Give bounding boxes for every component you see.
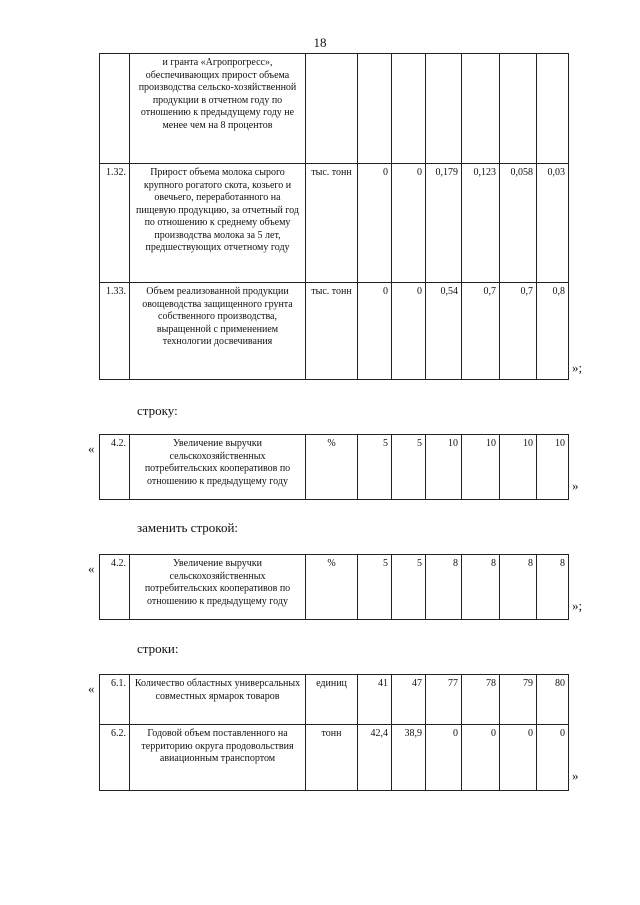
- row-number: [100, 54, 130, 164]
- value-cell: 0,179: [426, 164, 462, 283]
- table-row: [100, 435, 569, 500]
- section-label-stroku: строку:: [137, 403, 178, 418]
- value-cell: 41: [358, 675, 392, 725]
- value-cell: 80: [537, 675, 569, 725]
- value-cell: 0,7: [500, 283, 537, 380]
- value-cell: [392, 54, 426, 164]
- value-cell: 10: [537, 435, 569, 500]
- row-number: 1.33.: [100, 283, 130, 380]
- table-row: [100, 283, 569, 380]
- indicator-name: Увеличение выручки сельскохозяйственных потребительских кооперативов по отношению к предыдущему году: [130, 555, 306, 620]
- value-cell: 8: [462, 555, 500, 620]
- value-cell: 0: [392, 283, 426, 380]
- row-number: 6.1.: [100, 675, 130, 725]
- indicator-name: и гранта «Агропрогресс», обеспечивающих прирост объема производства сельско-хозяйственной продукции в отчетном году по отношению к предыдущему году не менее чем на 8 процентов: [130, 54, 306, 164]
- unit-cell: тыс. тонн: [306, 283, 358, 380]
- row-number: 6.2.: [100, 725, 130, 791]
- value-cell: 0: [500, 725, 537, 791]
- indicators-table-3: [99, 554, 569, 620]
- value-cell: 0,7: [462, 283, 500, 380]
- row-number: 4.2.: [100, 555, 130, 620]
- value-cell: 0,54: [426, 283, 462, 380]
- indicator-name: Объем реализованной продукции овощеводства защищенного грунта собственного производства, выращенной с применением технологии досвечивания: [130, 283, 306, 380]
- value-cell: 38,9: [392, 725, 426, 791]
- indicators-table-4: [99, 674, 569, 791]
- value-cell: 0: [358, 164, 392, 283]
- value-cell: 47: [392, 675, 426, 725]
- indicator-name: Количество областных универсальных совместных ярмарок товаров: [130, 675, 306, 725]
- value-cell: 5: [392, 435, 426, 500]
- value-cell: 5: [358, 555, 392, 620]
- value-cell: 10: [426, 435, 462, 500]
- table-row: [100, 555, 569, 620]
- table-row: [100, 675, 569, 725]
- value-cell: 5: [392, 555, 426, 620]
- value-cell: [462, 54, 500, 164]
- table-row: [100, 54, 569, 164]
- unit-cell: тыс. тонн: [306, 164, 358, 283]
- value-cell: 0: [392, 164, 426, 283]
- indicators-table-1: [99, 53, 569, 380]
- unit-cell: %: [306, 555, 358, 620]
- value-cell: 10: [500, 435, 537, 500]
- indicators-table-2: [99, 434, 569, 500]
- closing-quote: »: [572, 768, 579, 783]
- value-cell: 8: [426, 555, 462, 620]
- row-number: 4.2.: [100, 435, 130, 500]
- closing-quote: »;: [572, 598, 583, 613]
- section-label-zamenit: заменить строкой:: [137, 520, 239, 535]
- closing-quote: »: [572, 478, 579, 493]
- value-cell: 0: [358, 283, 392, 380]
- value-cell: 0,123: [462, 164, 500, 283]
- value-cell: 0: [462, 725, 500, 791]
- indicator-name: Годовой объем поставленного на территорию округа продовольствия авиационным транспортом: [130, 725, 306, 791]
- unit-cell: [306, 54, 358, 164]
- value-cell: 0,058: [500, 164, 537, 283]
- value-cell: 77: [426, 675, 462, 725]
- value-cell: 8: [500, 555, 537, 620]
- value-cell: [358, 54, 392, 164]
- table-row: [100, 164, 569, 283]
- page-number: 18: [313, 35, 327, 50]
- indicator-name: Прирост объема молока сырого крупного рогатого скота, козьего и овечьего, переработанного на пищевую продукцию, за отчетный год по отношению к среднему объему производства молока за 5 лет, предшествующих отчетному году: [130, 164, 306, 283]
- value-cell: [426, 54, 462, 164]
- value-cell: 5: [358, 435, 392, 500]
- section-label-stroki: строки:: [137, 641, 179, 656]
- value-cell: 79: [500, 675, 537, 725]
- value-cell: 0,03: [537, 164, 569, 283]
- value-cell: 8: [537, 555, 569, 620]
- value-cell: 78: [462, 675, 500, 725]
- closing-quote: »;: [572, 360, 583, 375]
- table-row: [100, 725, 569, 791]
- opening-quote: «: [88, 441, 95, 456]
- unit-cell: единиц: [306, 675, 358, 725]
- value-cell: 42,4: [358, 725, 392, 791]
- value-cell: 10: [462, 435, 500, 500]
- unit-cell: %: [306, 435, 358, 500]
- unit-cell: тонн: [306, 725, 358, 791]
- opening-quote: «: [88, 561, 95, 576]
- row-number: 1.32.: [100, 164, 130, 283]
- value-cell: [500, 54, 537, 164]
- opening-quote: «: [88, 681, 95, 696]
- value-cell: [537, 54, 569, 164]
- indicator-name: Увеличение выручки сельскохозяйственных потребительских кооперативов по отношению к предыдущему году: [130, 435, 306, 500]
- value-cell: 0: [537, 725, 569, 791]
- value-cell: 0: [426, 725, 462, 791]
- value-cell: 0,8: [537, 283, 569, 380]
